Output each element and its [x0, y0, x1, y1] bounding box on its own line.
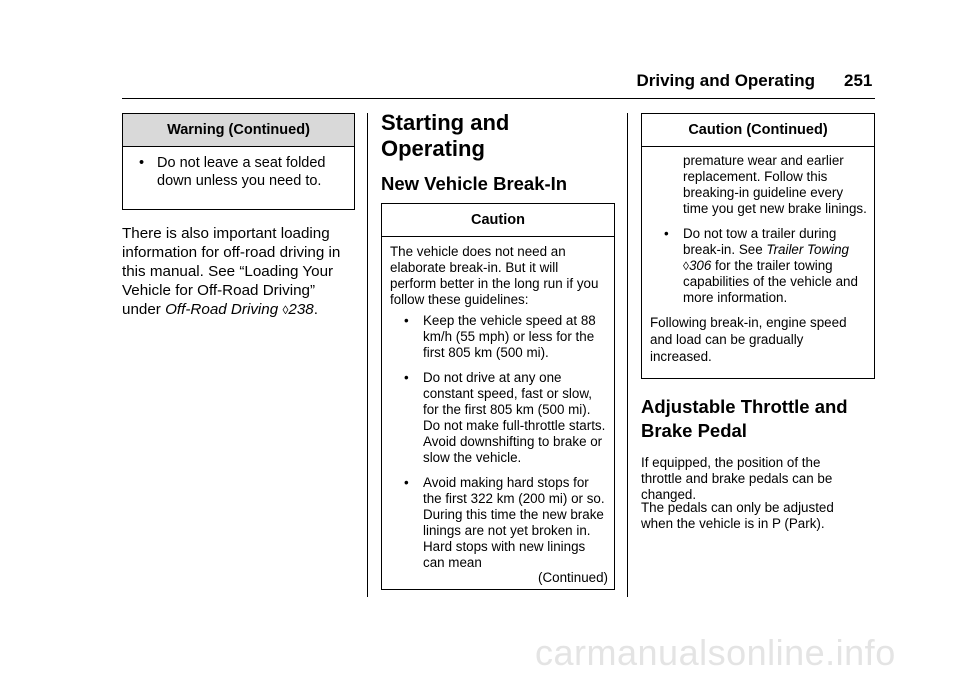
loading-info-text: There is also important loading information for off-road driving in this manual. See “Loading Your Vehicle for Off-Road Driving” under: [122, 225, 341, 318]
caution-bullet: [382, 475, 614, 571]
running-header-title: Driving and Operating: [636, 71, 815, 90]
bullet-marker: •: [139, 155, 145, 171]
caution-box: [381, 203, 615, 590]
caution-bullet: [382, 313, 614, 361]
caution-bullet-text: Avoid making hard stops for the first 322 km (200 mi) or so. During this time the new brake linings are not yet broken in. Hard stops with new linings can mean: [423, 475, 605, 570]
section-heading: Starting and Operating: [381, 110, 510, 161]
caution-closing-text: Following break-in, engine speed and load can be gradually increased.: [650, 315, 847, 364]
bullet-marker: •: [404, 370, 409, 385]
warning-box-title: Warning (Continued): [123, 114, 354, 147]
trailer-towing-page-ref[interactable]: 306: [688, 258, 712, 273]
continued-label: (Continued): [538, 570, 608, 585]
pedal-paragraph-2: The pedals can only be adjusted when the vehicle is in P (Park).: [641, 500, 834, 531]
caution-box-title: Caution: [382, 204, 614, 237]
page-number: 251: [844, 71, 873, 90]
loading-info-paragraph: [122, 224, 358, 320]
tow-bullet-suffix: for the trailer towing capabilities of the vehicle and more information.: [683, 258, 858, 305]
column-divider-left: [367, 113, 368, 597]
page-ref-icon: ◊: [683, 259, 689, 273]
caution-continuation-text: premature wear and earlier replacement. Follow this breaking-in guideline every time you get new brake linings.: [683, 153, 867, 216]
tow-trailer-bullet: [642, 226, 874, 306]
page-ref-icon: ◊: [282, 303, 289, 317]
bullet-marker: •: [664, 226, 669, 241]
caution-continued-title: Caution (Continued): [642, 114, 874, 147]
offroad-driving-page-ref[interactable]: 238: [288, 301, 314, 318]
pedal-paragraph-1: If equipped, the position of the throttle and brake pedals can be changed.: [641, 455, 833, 502]
adjustable-pedal-heading: Adjustable Throttle and Brake Pedal: [641, 396, 848, 441]
tow-bullet-prefix: Do not tow a trailer during break-in. See: [683, 226, 837, 257]
trailer-towing-link[interactable]: Trailer Towing: [766, 242, 849, 257]
column-divider-right: [627, 113, 628, 597]
caution-continued-box: [641, 113, 875, 379]
bullet-marker: •: [404, 475, 409, 490]
caution-bullet-text: Do not drive at any one constant speed, fast or slow, for the first 805 km (500 mi). Do not make full-throttle starts. Avoid downshifting to brake or slow the vehicle.: [423, 370, 606, 465]
watermark: carmanualsonline.info: [535, 632, 896, 673]
caution-bullet: [382, 370, 614, 466]
caution-intro: The vehicle does not need an elaborate break-in. But it will perform better in the long run if you follow these guidelines:: [390, 244, 599, 307]
sentence-end: .: [313, 301, 318, 318]
warning-bullet: [123, 154, 354, 190]
caution-bullet-text: Keep the vehicle speed at 88 km/h (55 mph) or less for the first 805 km (500 mi).: [423, 313, 596, 360]
bullet-marker: •: [404, 313, 409, 328]
header-divider: [122, 98, 875, 99]
warning-bullet-text: Do not leave a seat folded down unless you need to.: [157, 155, 326, 189]
offroad-driving-link[interactable]: Off-Road Driving: [165, 301, 279, 318]
break-in-heading: New Vehicle Break-In: [381, 173, 568, 194]
warning-continued-box: [122, 113, 355, 210]
